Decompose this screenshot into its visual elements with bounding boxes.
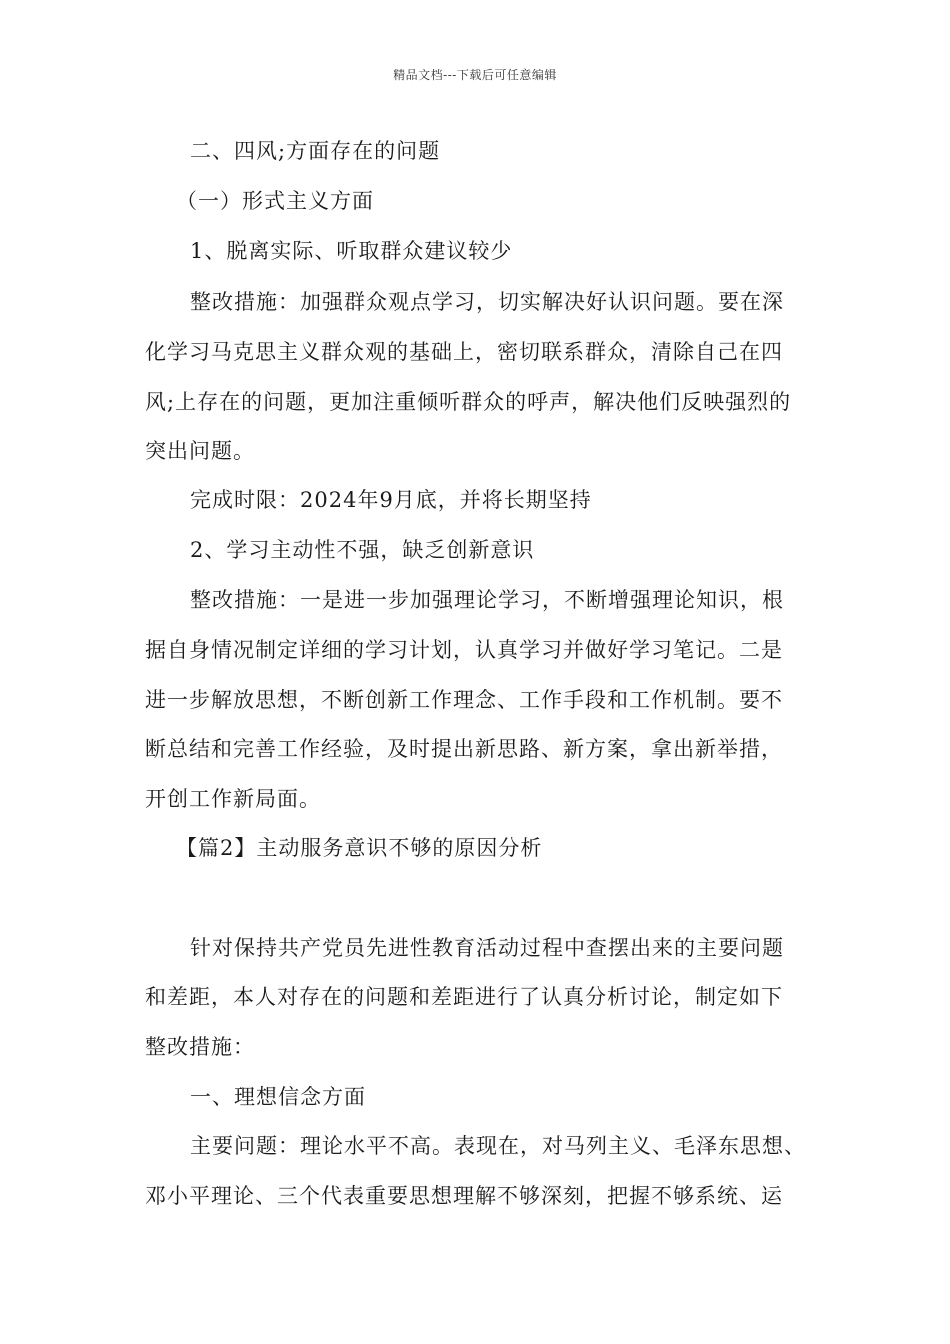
paragraph-line: 邓小平理论、三个代表重要思想理解不够深刻，把握不够系统、运 <box>145 1184 783 1208</box>
paragraph-line: 断总结和完善工作经验，及时提出新思路、新方案，拿出新举措， <box>145 737 783 761</box>
paragraph-line: 据自身情况制定详细的学习计划，认真学习并做好学习笔记。二是 <box>145 638 783 662</box>
paragraph-line: 化学习马克思主义群众观的基础上，密切联系群众，清除自己在四 <box>145 340 783 364</box>
subsection-heading-formalism: （一）形式主义方面 <box>176 189 374 213</box>
paragraph-line: 针对保持共产党员先进性教育活动过程中查摆出来的主要问题 <box>190 936 784 960</box>
paragraph-line: 突出问题。 <box>145 439 255 463</box>
paragraph-line: 和差距，本人对存在的问题和差距进行了认真分析讨论，制定如下 <box>145 985 783 1009</box>
paragraph-line: 主要问题：理论水平不高。表现在，对马列主义、毛泽东思想、 <box>190 1134 806 1158</box>
paragraph-line: 整改措施： <box>145 1035 255 1059</box>
paragraph-line: 整改措施：一是进一步加强理论学习，不断增强理论知识，根 <box>190 588 784 612</box>
section-heading-four-winds: 二、四风;方面存在的问题 <box>190 139 441 163</box>
item-heading-2: 2、学习主动性不强，缺乏创新意识 <box>190 538 535 562</box>
section-heading-ideals: 一、理想信念方面 <box>190 1085 366 1109</box>
paragraph-line: 进一步解放思想，不断创新工作理念、工作手段和工作机制。要不 <box>145 688 783 712</box>
article-heading-part-2: 【篇2】主动服务意识不够的原因分析 <box>176 836 543 860</box>
item-heading-1: 1、脱离实际、听取群众建议较少 <box>190 239 513 263</box>
paragraph-line: 风;上存在的问题，更加注重倾听群众的呼声，解决他们反映强烈的 <box>145 390 792 414</box>
paragraph-line: 开创工作新局面。 <box>145 787 321 811</box>
page-header: 精品文档---下载后可任意编辑 <box>393 68 557 82</box>
paragraph-line: 整改措施：加强群众观点学习，切实解决好认识问题。要在深 <box>190 290 784 314</box>
deadline-line: 完成时限：2024年9月底，并将长期坚持 <box>190 488 592 512</box>
